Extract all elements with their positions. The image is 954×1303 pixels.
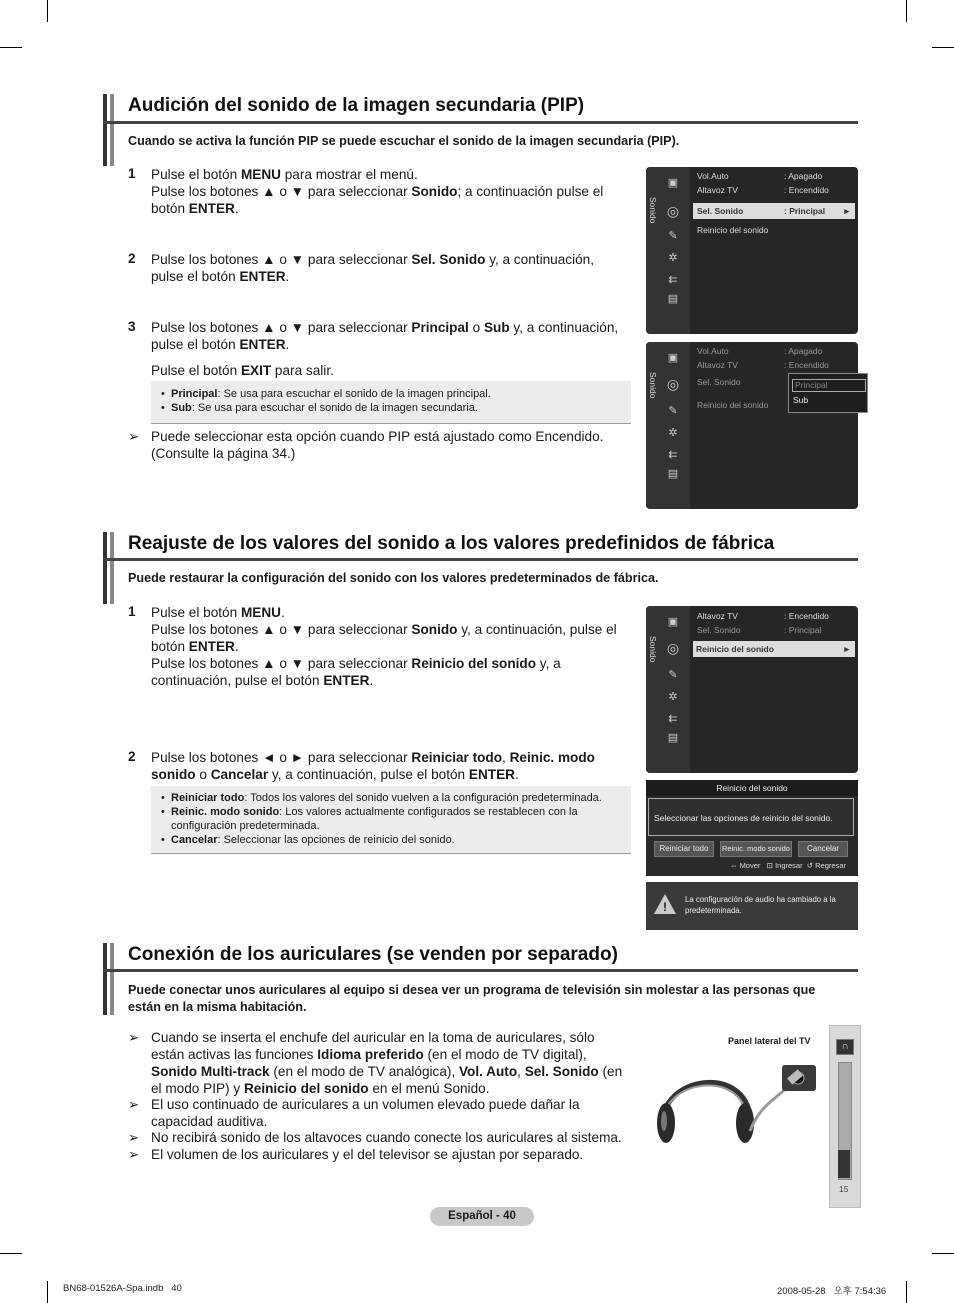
option-sub[interactable]: Sub xyxy=(793,395,809,405)
headphone-jack-icon: ∩ xyxy=(836,1039,854,1055)
application-icon: ▤ xyxy=(667,468,679,480)
return-icon: ↺ xyxy=(806,861,814,870)
title-rule xyxy=(103,558,858,561)
channel-icon: ✎ xyxy=(668,669,678,681)
crop-mark xyxy=(47,1281,48,1303)
note-box xyxy=(151,786,631,854)
menu-row[interactable]: Reinicio del sonido xyxy=(697,225,769,235)
note-item: • Principal: Se usa para escuchar el sonido de la imagen principal. xyxy=(171,387,631,401)
option-principal[interactable]: Principal xyxy=(792,379,866,392)
note-item: • Sub: Se usa para escuchar el sonido de la imagen secundaria. xyxy=(171,401,631,415)
dialog-title: Reinicio del sonido xyxy=(646,780,858,796)
section-bar xyxy=(103,943,107,1015)
tv-menu-screen xyxy=(646,606,858,773)
arrow-note: ➢ El uso continuado de auriculares a un volumen elevado puede dañar la capacidad auditiva. xyxy=(128,1097,580,1129)
application-icon: ▤ xyxy=(667,293,679,305)
menu-row[interactable]: Reinicio del sonido xyxy=(697,400,769,410)
menu-row[interactable]: Altavoz TV : Encendido xyxy=(697,611,829,621)
arrow-icon: ➢ xyxy=(128,1097,140,1112)
menu-sidebar xyxy=(646,342,690,509)
crop-mark xyxy=(906,1281,907,1303)
footer-file: BN68-01526A-Spa.indb 40 xyxy=(63,1283,182,1294)
note-item: • Reinic. modo sonido: Los valores actualmente configurados se restablecen con la configuración predeterminada. xyxy=(171,805,631,833)
section-title: Audición del sonido de la imagen secundaria (PIP) xyxy=(128,95,585,116)
picture-icon: ▣ xyxy=(667,177,679,189)
menu-row[interactable]: Altavoz TV : Encendido xyxy=(697,185,829,195)
reset-sound-mode-button[interactable]: Reinic. modo sonido xyxy=(720,841,792,857)
input-icon: ⇇ xyxy=(668,713,678,725)
note-box xyxy=(151,381,631,424)
channel-icon: ✎ xyxy=(668,230,678,242)
section-bar xyxy=(103,532,107,604)
tv-panel-label: Panel lateral del TV xyxy=(728,1036,811,1046)
warning-text: La configuración de audio ha cambiado a la predeterminada. xyxy=(685,895,836,915)
step-text: Pulse el botón MENU para mostrar el menú. Pulse los botones ▲ o ▼ para seleccionar Sonido; a continuación pulse el botón ENTER. xyxy=(151,167,604,216)
step-number: 1 xyxy=(128,604,136,619)
warning-box: ! La configuración de audio ha cambiado a la predeterminada. xyxy=(646,882,858,930)
option-popup xyxy=(788,373,868,413)
menu-side-label: Sonido xyxy=(648,636,658,663)
arrow-icon: ➢ xyxy=(128,1030,140,1045)
arrow-right-icon: ► xyxy=(842,206,851,216)
arrow-right-icon: ► xyxy=(842,644,851,654)
menu-row[interactable]: Altavoz TV : Encendido xyxy=(697,360,829,370)
reset-all-button[interactable]: Reiniciar todo xyxy=(654,841,714,857)
section-intro: Puede restaurar la configuración del sonido con los valores predeterminados de fábrica. xyxy=(128,571,659,585)
menu-row[interactable]: Vol.Auto : Apagado xyxy=(697,346,823,356)
section-intro: Puede conectar unos auriculares al equipo si desea ver un programa de televisión sin molestar a las personas que están en la misma habitación. xyxy=(128,983,816,1014)
dialog-message: Seleccionar las opciones de reinicio del sonido. xyxy=(648,798,854,836)
crop-mark xyxy=(932,1253,954,1254)
section-title: Reajuste de los valores del sonido a los valores predefinidos de fábrica xyxy=(128,533,775,554)
step-number: 2 xyxy=(128,749,136,764)
menu-row[interactable]: Sel. Sonido : Principal xyxy=(697,625,822,635)
crop-mark xyxy=(0,47,22,48)
panel-number: 15 xyxy=(839,1184,849,1194)
arrow-icon: ➢ xyxy=(128,429,140,444)
panel-slot-fill xyxy=(838,1150,850,1178)
menu-row-selected[interactable]: Sel. Sonido : Principal ► xyxy=(693,203,855,219)
channel-icon: ✎ xyxy=(668,405,678,417)
application-icon: ▤ xyxy=(667,732,679,744)
note-item: • Cancelar: Seleccionar las opciones de reinicio del sonido. xyxy=(171,833,631,847)
menu-sidebar xyxy=(646,606,690,773)
section-bar xyxy=(110,532,114,604)
arrow-note: ➢ Cuando se inserta el enchufe del auricular en la toma de auriculares, sólo están activas las funciones Idioma preferido (en el modo de TV digital), Sonido Multi-track (en el modo de TV analógica), Vol. Auto, Sel. Sonido (en el modo PIP) y Reinicio del sonido en el menú Sonido. xyxy=(128,1030,623,1096)
input-icon: ⇇ xyxy=(668,449,678,461)
footer-date: 2008-05-28 오후 7:54:36 xyxy=(777,1286,887,1297)
setup-icon: ✲ xyxy=(668,691,678,703)
step-text: Pulse los botones ◄ o ► para seleccionar Reiniciar todo, Reinic. modo sonido o Cancelar y, a continuación, pulse el botón ENTER. xyxy=(151,750,595,782)
step-number: 1 xyxy=(128,166,136,181)
section-bar xyxy=(110,94,114,166)
sound-icon: ◎ xyxy=(666,376,680,392)
tv-menu-screen xyxy=(646,342,858,509)
crop-mark xyxy=(906,0,907,22)
tv-side-panel xyxy=(829,1025,861,1208)
menu-row[interactable]: Sel. Sonido xyxy=(697,377,741,387)
picture-icon: ▣ xyxy=(667,352,679,364)
reset-dialog xyxy=(646,780,858,876)
sound-icon: ◎ xyxy=(666,640,680,656)
arrow-note: ➢ No recibirá sonido de los altavoces cuando conecte los auriculares al sistema. xyxy=(128,1130,622,1145)
menu-side-label: Sonido xyxy=(648,372,658,399)
page-number: Español - 40 xyxy=(430,1207,534,1226)
section-bar xyxy=(110,943,114,1015)
title-rule xyxy=(103,969,858,972)
cancel-button[interactable]: Cancelar xyxy=(798,841,848,857)
dialog-hints: ⇔ Mover ⊡ Ingresar ↺ Regresar xyxy=(729,861,846,870)
arrow-icon: ➢ xyxy=(128,1130,140,1145)
section-title: Conexión de los auriculares (se venden por separado) xyxy=(128,944,618,965)
crop-mark xyxy=(47,0,48,22)
move-icon: ⇔ xyxy=(729,861,738,870)
arrow-note: ➢ El volumen de los auriculares y el del televisor se ajustan por separado. xyxy=(128,1147,584,1162)
step-text: Pulse los botones ▲ o ▼ para seleccionar Sel. Sonido y, a continuación, pulse el botón ENTER. xyxy=(151,252,594,284)
title-rule xyxy=(103,121,858,124)
menu-side-label: Sonido xyxy=(648,197,658,224)
sound-icon: ◎ xyxy=(666,203,680,219)
step-number: 2 xyxy=(128,251,136,266)
menu-sidebar xyxy=(646,167,690,334)
crop-mark xyxy=(932,47,954,48)
step-text: Pulse el botón EXIT para salir. xyxy=(151,363,334,378)
menu-row-selected[interactable]: Reinicio del sonido ► xyxy=(693,641,855,657)
section-bar xyxy=(103,94,107,166)
setup-icon: ✲ xyxy=(668,252,678,264)
arrow-icon: ➢ xyxy=(128,1147,140,1162)
menu-row[interactable]: Vol.Auto : Apagado xyxy=(697,171,823,181)
arrow-note: ➢ Puede seleccionar esta opción cuando PIP está ajustado como Encendido. (Consulte la página 34.) xyxy=(128,429,604,461)
note-item: • Reiniciar todo: Todos los valores del sonido vuelven a la configuración predeterminada. xyxy=(171,791,631,805)
picture-icon: ▣ xyxy=(667,616,679,628)
step-number: 3 xyxy=(128,319,136,334)
setup-icon: ✲ xyxy=(668,427,678,439)
enter-icon: ⊡ xyxy=(766,861,773,870)
step-text: Pulse los botones ▲ o ▼ para seleccionar Principal o Sub y, a continuación, pulse el botón ENTER. xyxy=(151,320,619,352)
section-intro: Cuando se activa la función PIP se puede escuchar el sonido de la imagen secundaria (PIP). xyxy=(128,134,680,148)
tv-menu-screen xyxy=(646,167,858,334)
crop-mark xyxy=(0,1253,22,1254)
step-text: Pulse el botón MENU. Pulse los botones ▲ o ▼ para seleccionar Sonido y, a continuación, pulse el botón ENTER. Pulse los botones ▲ o ▼ para seleccionar Reinicio del sonido y, a continuación, pulse el botón ENTER. xyxy=(151,605,617,688)
input-icon: ⇇ xyxy=(668,274,678,286)
headphones-illustration xyxy=(650,1055,825,1150)
